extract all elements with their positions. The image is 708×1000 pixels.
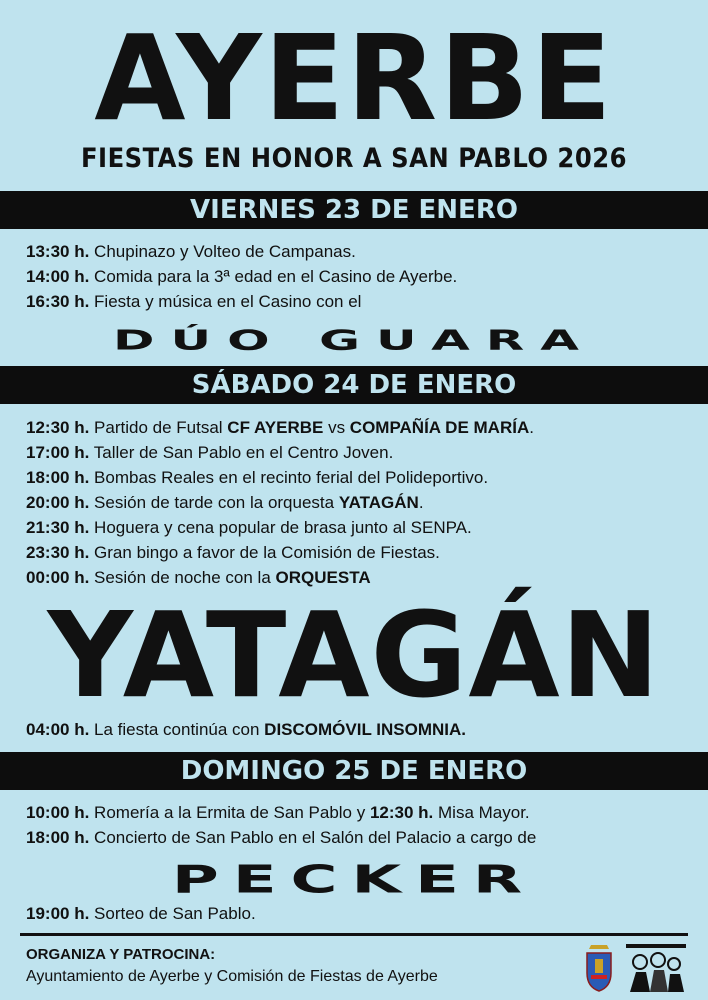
poster-subtitle: FIESTAS EN HONOR A SAN PABLO 2026 [80,143,628,174]
event-line: 04:00 h. La fiesta continúa con DISCOMÓVIL INSOMNIA. [26,720,466,739]
event-line: 12:30 h. Partido de Futsal CF AYERBE vs COMPAÑÍA DE MARÍA. [26,418,534,437]
highlight-pecker: PECKER [171,857,537,903]
poster-title: AYERBE [94,9,614,147]
highlight-duo-guara: DÚO GUARA [112,324,595,356]
day-bar-friday: VIERNES 23 DE ENERO [0,191,708,229]
coat-of-arms-icon [583,945,615,993]
event-line: 00:00 h. Sesión de noche con la ORQUESTA [26,568,371,587]
event-line: 23:30 h. Gran bingo a favor de la Comisión de Fiestas. [26,543,440,562]
event-line: 19:00 h. Sorteo de San Pablo. [26,904,256,923]
event-line: 17:00 h. Taller de San Pablo en el Centro Joven. [26,443,394,462]
event-line: 21:30 h. Hoguera y cena popular de brasa junto al SENPA. [26,518,472,537]
day-bar-sunday: DOMINGO 25 DE ENERO [0,752,708,790]
footer-text: Ayuntamiento de Ayerbe y Comisión de Fiestas de Ayerbe [26,968,438,985]
day-bar-saturday: SÁBADO 24 DE ENERO [0,366,708,404]
footer-heading: ORGANIZA Y PATROCINA: [26,946,216,963]
event-line: 13:30 h. Chupinazo y Volteo de Campanas. [26,242,356,261]
event-line: 20:00 h. Sesión de tarde con la orquesta YATAGÁN. [26,493,424,512]
footer-divider [20,933,688,936]
event-line: 18:00 h. Bombas Reales en el recinto ferial del Polideportivo. [26,468,489,487]
event-line: 14:00 h. Comida para la 3ª edad en el Casino de Ayerbe. [26,267,458,286]
event-line: 10:00 h. Romería a la Ermita de San Pablo y 12:30 h. Misa Mayor. [26,803,530,822]
fiestas-logo-icon [622,940,690,995]
event-line: 16:30 h. Fiesta y música en el Casino con el [26,292,362,311]
highlight-yatagan: YATAGÁN [47,586,661,724]
event-line: 18:00 h. Concierto de San Pablo en el Salón del Palacio a cargo de [26,828,537,847]
